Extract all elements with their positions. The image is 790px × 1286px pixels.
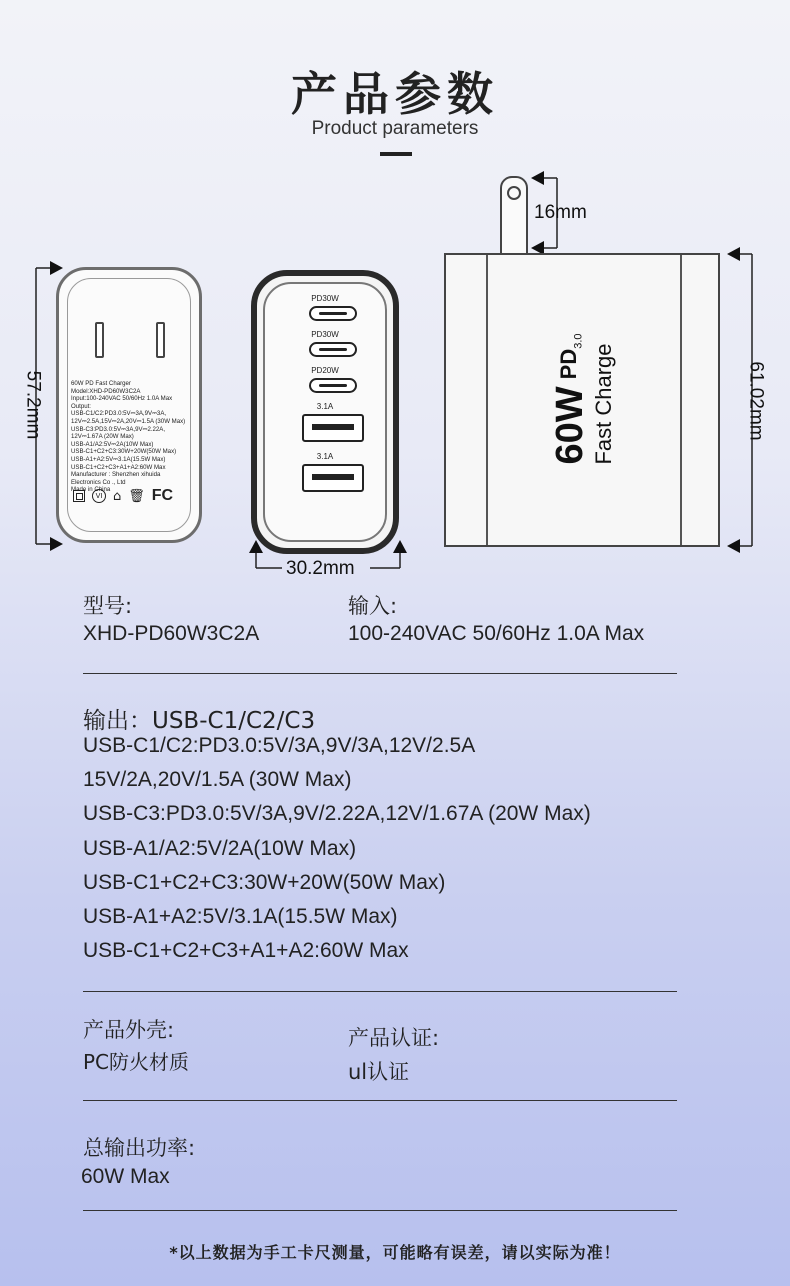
shell-value: PC防火材质 <box>83 1050 190 1074</box>
house-icon: ⌂ <box>113 488 122 504</box>
crossed-bin-icon: 🗑 <box>128 488 145 504</box>
cert-icons-row <box>73 488 173 504</box>
label-line: USB-A1+A2:5V⎓3.1A(15.5W Max) <box>71 455 166 463</box>
side-band-left <box>486 255 488 545</box>
brand-fast-charge: Fast Charge <box>591 343 616 465</box>
front-inner-outline <box>263 282 387 542</box>
output-line: 15V/2A,20V/1.5A (30W Max) <box>83 768 352 791</box>
output-line: USB-C3:PD3.0:5V/3A,9V/2.22A,12V/1.67A (20W Max) <box>83 802 591 825</box>
label-line: USB-C1+C2+C3+A1+A2:60W Max <box>71 463 166 471</box>
label-line: USB-C3:PD3.0:5V⎓3A,9V⎓2.22A, <box>71 425 166 433</box>
label-line: Manufacturer : Shenzhen xihuida <box>71 471 161 479</box>
back-label-text <box>71 380 201 494</box>
fc-mark-icon: FC <box>151 487 174 504</box>
divider <box>83 673 677 674</box>
label-line: 60W PD Fast Charger <box>71 380 131 387</box>
usb-a-port <box>302 464 364 492</box>
charger-side-view <box>444 253 720 547</box>
model-label: 型号: <box>83 594 133 618</box>
usb-c-port <box>309 378 357 393</box>
cert-value: ul认证 <box>348 1060 410 1084</box>
cert-label: 产品认证: <box>348 1026 440 1050</box>
output-line: USB-C1+C2+C3:30W+20W(50W Max) <box>83 871 446 894</box>
page-subtitle: Product parameters <box>311 118 479 139</box>
double-square-icon <box>73 490 85 502</box>
usb-a-port <box>302 414 364 442</box>
label-line: USB-C1+C2+C3:30W+20W(50W Max) <box>71 448 177 456</box>
shell-label: 产品外壳: <box>83 1018 175 1042</box>
charger-back-view <box>56 267 202 543</box>
power-value: 60W Max <box>81 1165 170 1188</box>
usb-c-port <box>309 342 357 357</box>
height-left-label: 57.2mm <box>22 370 44 440</box>
vi-icon: VI <box>92 489 106 503</box>
prong-hole <box>507 186 521 200</box>
prong-label: 16mm <box>534 202 587 223</box>
height-right-label: 61.02mm <box>745 361 767 441</box>
output-line: USB-C1+C2+C3+A1+A2:60W Max <box>83 939 409 962</box>
label-line: Electronics Co ., Ltd <box>71 478 126 486</box>
model-value: XHD-PD60W3C2A <box>83 622 260 645</box>
brand-logo <box>551 333 617 464</box>
charger-front-view <box>251 270 399 554</box>
plug-slot-right <box>156 322 165 358</box>
label-line: Made in China <box>71 486 111 494</box>
label-line: 12V⎓2.5A,15V⎓2A,20V⎓1.5A (30W Max) <box>71 417 186 425</box>
plug-slot-left <box>95 322 104 358</box>
brand-pd-version: 3.0 <box>572 333 585 349</box>
label-line: USB-A1/A2:5V⎓2A(10W Max) <box>71 440 154 448</box>
output-line: USB-A1+A2:5V/3.1A(15.5W Max) <box>83 905 398 928</box>
label-line: Output: <box>71 402 91 410</box>
side-band-right <box>680 255 682 545</box>
brand-pd-text: PD <box>555 348 581 380</box>
port-label: 3.1A <box>316 402 334 411</box>
port-label: PD30W <box>311 330 339 339</box>
page-title: 产品参数 <box>291 67 499 121</box>
divider <box>83 991 677 992</box>
brand-pd <box>556 333 584 379</box>
usb-c-port <box>309 306 357 321</box>
footnote: *以上数据为手工卡尺测量，可能略有误差，请以实际为准！ <box>169 1243 621 1262</box>
port-label: PD20W <box>311 366 339 375</box>
label-line: Model:XHD-PD60W3C2A <box>71 387 141 395</box>
label-line: USB-C1/C2:PD3.0:5V⎓3A,9V⎓3A, <box>71 410 167 418</box>
divider <box>83 1100 677 1101</box>
width-front-label: 30.2mm <box>286 558 355 579</box>
port-label: PD30W <box>311 294 339 303</box>
output-label: 输出：USB-C1/C2/C3 <box>83 708 316 734</box>
divider <box>83 1210 677 1211</box>
output-line: USB-A1/A2:5V/2A(10W Max) <box>83 837 357 860</box>
port-label: 3.1A <box>316 452 334 461</box>
brand-wattage: 60W <box>549 386 591 465</box>
input-label: 输入: <box>348 594 398 618</box>
power-label: 总输出功率: <box>83 1136 196 1160</box>
label-line: 12V⎓1.67A (20W Max) <box>71 433 134 441</box>
plug-prong <box>500 176 528 255</box>
input-value: 100-240VAC 50/60Hz 1.0A Max <box>348 622 645 645</box>
output-line: USB-C1/C2:PD3.0:5V/3A,9V/3A,12V/2.5A <box>83 734 476 757</box>
label-line: Input:100-240VAC 50/60Hz 1.0A Max <box>71 395 173 403</box>
